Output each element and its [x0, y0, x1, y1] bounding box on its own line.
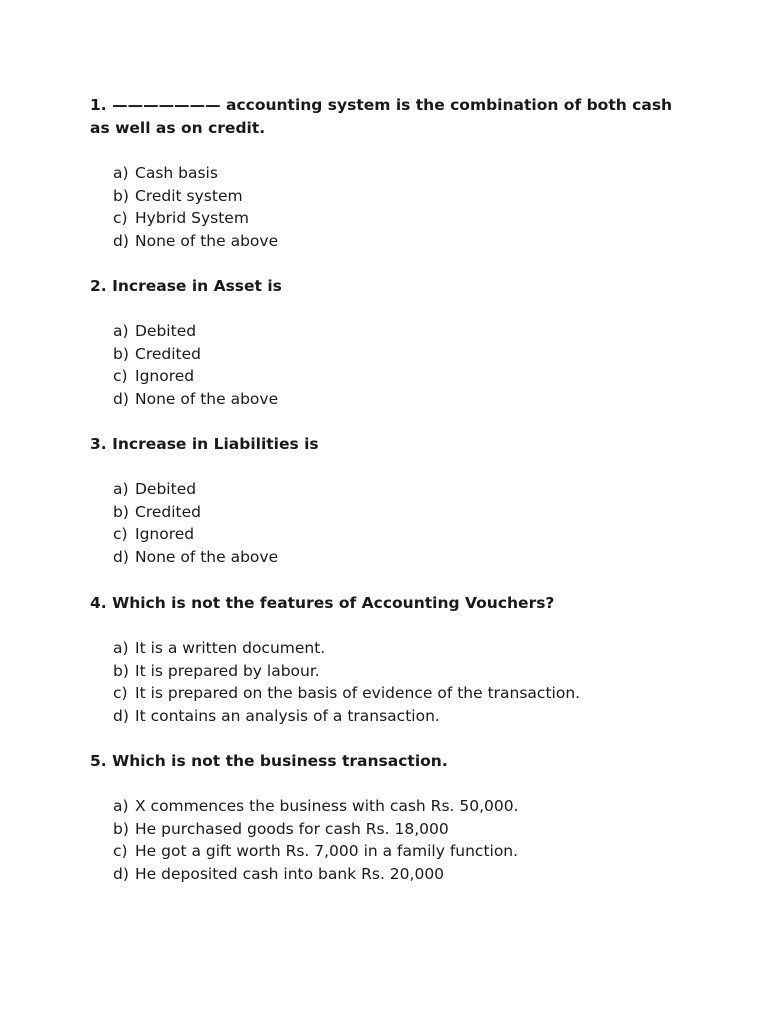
option-a — [90, 795, 690, 818]
question-5-text — [90, 750, 690, 773]
option-text: Hybrid System — [135, 209, 249, 227]
question-1-text — [90, 94, 690, 140]
option-text: None of the above — [135, 389, 279, 408]
option-letter: c) — [113, 367, 128, 385]
option-list — [90, 320, 690, 410]
option-b — [90, 185, 690, 208]
question-number: 2. — [90, 277, 107, 295]
option-text: Credit system — [135, 186, 243, 205]
option-text: None of the above — [135, 231, 279, 250]
option-list — [90, 478, 690, 568]
question-3-text — [90, 433, 690, 456]
option-text: Credited — [135, 344, 201, 363]
option-b — [90, 660, 690, 683]
question-5 — [90, 750, 690, 885]
option-c — [90, 207, 690, 230]
question-stem: Increase in Liabilities is — [112, 435, 319, 453]
option-text: X commences the business with cash Rs. 50,000. — [135, 797, 519, 815]
option-text: None of the above — [135, 547, 279, 566]
option-letter: d) — [113, 864, 129, 883]
option-letter: b) — [113, 502, 129, 521]
option-text: It is prepared on the basis of evidence of the transaction. — [135, 684, 581, 702]
option-letter: c) — [113, 842, 128, 860]
option-letter: b) — [113, 186, 129, 205]
option-c — [90, 840, 690, 863]
question-number: 3. — [90, 435, 107, 453]
option-text: It is prepared by labour. — [135, 661, 320, 680]
question-number: 5. — [90, 752, 107, 770]
question-4 — [90, 592, 690, 727]
option-c — [90, 682, 690, 705]
option-text: He purchased goods for cash Rs. 18,000 — [135, 819, 449, 838]
question-1 — [90, 94, 690, 252]
option-c — [90, 365, 690, 388]
question-4-text — [90, 592, 690, 615]
option-letter: c) — [113, 684, 128, 702]
option-letter: a) — [113, 797, 129, 815]
question-3 — [90, 433, 690, 568]
option-text: Ignored — [135, 367, 195, 385]
option-a — [90, 320, 690, 343]
option-text: Cash basis — [135, 164, 218, 182]
option-letter: a) — [113, 639, 129, 657]
option-d — [90, 388, 690, 411]
question-stem: Increase in Asset is — [112, 277, 282, 295]
option-letter: b) — [113, 661, 129, 680]
option-d — [90, 546, 690, 569]
question-number: 1. — [90, 96, 107, 114]
option-letter: d) — [113, 706, 129, 725]
option-text: He got a gift worth Rs. 7,000 in a family function. — [135, 842, 519, 860]
question-stem: Which is not the business transaction. — [112, 752, 448, 770]
option-letter: a) — [113, 322, 129, 340]
option-d — [90, 230, 690, 253]
option-list — [90, 795, 690, 885]
option-letter: d) — [113, 231, 129, 250]
option-letter: a) — [113, 164, 129, 182]
option-letter: d) — [113, 389, 129, 408]
option-b — [90, 343, 690, 366]
question-stem: ——————— accounting system is the combination of both cash as well as on credit. — [90, 96, 673, 137]
option-d — [90, 705, 690, 728]
question-2-text — [90, 275, 690, 298]
question-number: 4. — [90, 594, 107, 612]
option-c — [90, 523, 690, 546]
option-text: It contains an analysis of a transaction. — [135, 706, 440, 725]
option-text: He deposited cash into bank Rs. 20,000 — [135, 864, 445, 883]
option-letter: a) — [113, 480, 129, 498]
option-a — [90, 162, 690, 185]
option-text: Debited — [135, 480, 197, 498]
option-a — [90, 478, 690, 501]
option-letter: b) — [113, 819, 129, 838]
question-stem: Which is not the features of Accounting Vouchers? — [112, 594, 555, 612]
option-letter: d) — [113, 547, 129, 566]
option-a — [90, 637, 690, 660]
option-list — [90, 637, 690, 727]
option-text: Credited — [135, 502, 201, 521]
option-b — [90, 818, 690, 841]
option-list — [90, 162, 690, 252]
option-letter: c) — [113, 209, 128, 227]
option-d — [90, 863, 690, 886]
option-text: It is a written document. — [135, 639, 326, 657]
option-text: Debited — [135, 322, 197, 340]
question-2 — [90, 275, 690, 410]
option-text: Ignored — [135, 525, 195, 543]
option-letter: c) — [113, 525, 128, 543]
option-b — [90, 501, 690, 524]
option-letter: b) — [113, 344, 129, 363]
